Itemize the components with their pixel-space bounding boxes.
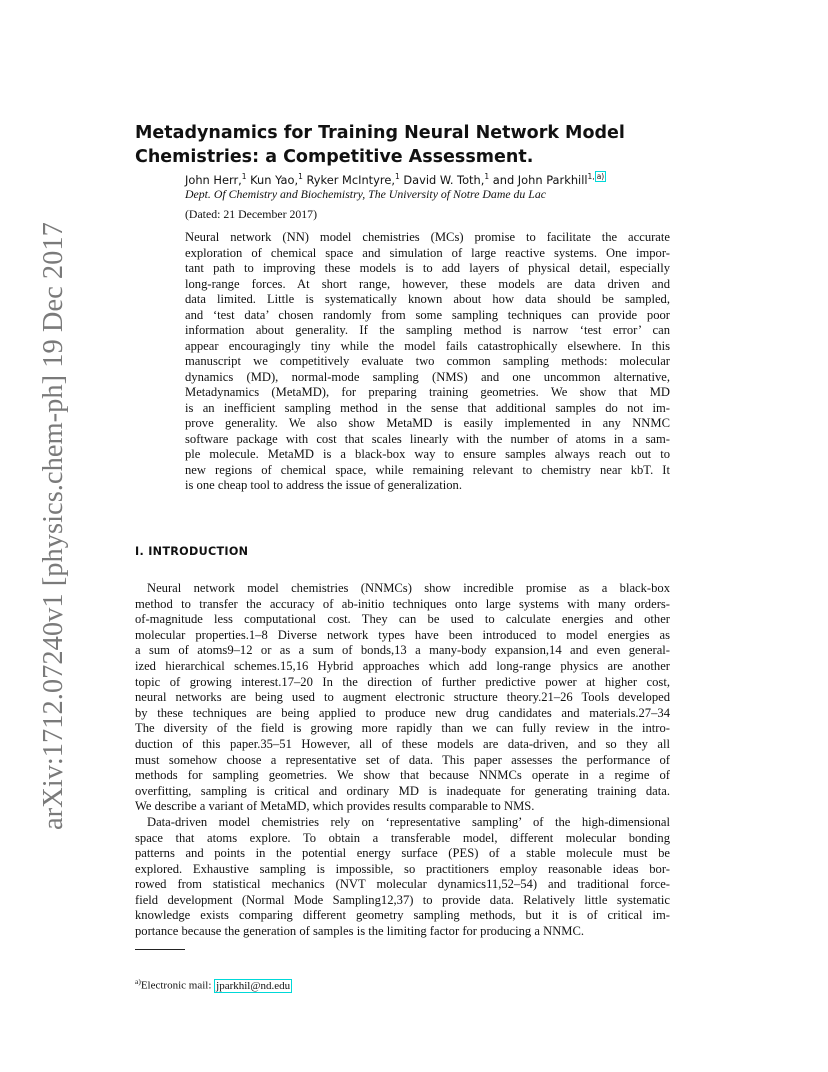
body-text-line: a sum of atoms9–12 or as a sum of bonds,13 a many-body expansion,14 and even general- [135,643,670,658]
body-text-line: method to transfer the accuracy of ab-initio techniques onto large systems with many orders- [135,596,670,611]
abstract [185,230,670,494]
body-text-line: by these techniques are being applied to produce new drug candidates and materials.27–34 [135,705,670,720]
affiliation-mark: 1 [394,172,400,181]
abstract-line: is one cheap tool to address the issue of generalization. [185,478,462,492]
body-text-line: Neural network model chemistries (NNMCs) show incredible promise as a black-box [147,581,670,595]
abstract-line: dynamics (MD), normal-mode sampling (NMS) and one uncommon alternative, [185,369,670,384]
body-text-line: portance because the generation of samples is the limiting factor for producing a NNMC. [135,924,585,939]
affiliation-mark: 1 [241,172,247,181]
author-4: David W. Toth, [399,172,485,187]
paper-title [135,121,695,169]
abstract-line: exploration of chemical space and simulation of large reactive systems. One impor- [185,245,670,260]
title-line-1: Metadynamics for Training Neural Network Model [135,123,625,143]
author-1: John Herr, [185,172,242,187]
author-5: and John Parkhill [489,172,588,187]
footnote-mark: a) [135,977,141,986]
abstract-line: is an inefficient sampling method in the sense that additional samples do not im- [185,400,670,415]
body-text-line: Data-driven model chemistries rely on ‘representative sampling’ of the high-dimensional [147,814,670,829]
body-text-line: space that atoms explore. To obtain a transferable model, different molecular bonding [135,830,670,845]
body-text-line: patterns and points in the potential energy surface (PES) of a stable molecule must be [135,846,670,861]
body-text-line: overfitting, sampling is critical and ordinary MD is inadequate for generating training data. [135,783,670,798]
affiliation: Dept. Of Chemistry and Biochemistry, The University of Notre Dame du Lac [185,187,546,201]
body-text-line: must somehow choose a representative set of data. This paper assesses the performance of [135,752,670,767]
date-line: (Dated: 21 December 2017) [185,207,318,221]
body-text-line: rowed from statistical mechanics (NVT molecular dynamics11,52–54) and traditional force- [135,877,670,892]
body-text-line: explored. Exhaustive sampling is impossible, so practitioners employ reasonable ideas bor- [135,861,670,876]
footnote [135,974,292,994]
body-text-line: molecular properties.1–8 Diverse network types have been introduced to model energies as [135,627,670,642]
body-text-line: field development (Normal Mode Sampling12,37) to provide data. Relatively little systematic [135,892,670,907]
footnote-link[interactable]: a) [596,172,605,181]
author-3: Ryker McIntyre, [302,172,395,187]
abstract-line: tant path to improving these models is to add layers of physical detail, especially [185,261,670,275]
body-text-line: ized hierarchical schemes.15,16 Hybrid approaches which add long-range physics are another [135,658,670,673]
abstract-line: software package with cost that scales linearly with the number of atoms in a sam- [185,431,670,446]
footnote-divider [135,949,185,950]
abstract-line: data limited. Little is systematically known about how data should be sampled, [185,292,670,306]
corresponding-mark: 1, [587,172,595,181]
abstract-line: information about generality. If the sampling method is narrow ‘test error’ can [185,323,670,337]
arxiv-identifier-stamp: arXiv:1712.07240v1 [physics.chem-ph] 19 Dec 2017 [38,222,69,830]
abstract-line: Neural network (NN) model chemistries (MCs) promise to facilitate the accurate [185,230,670,244]
body-text-line: The diversity of the field is growing more rapidly than we can fully review in the intro- [135,721,670,736]
body-text-line: We describe a variant of MetaMD, which provides results comparable to NMS. [135,799,535,814]
footnote-label: Electronic mail: [140,979,215,992]
abstract-line: manuscript we competitively evaluate two common sampling methods: molecular [185,354,670,368]
email-link[interactable]: jparkhil@nd.edu [216,979,291,992]
abstract-line: appear encouragingly tiny while the model fails catastrophically elsewhere. In this [185,338,670,353]
body-text-line: knowledge exists comparing different geometry sampling methods, but it is of critical im- [135,908,670,923]
affiliation-mark: 1 [484,172,490,181]
abstract-line: new regions of chemical space, while remaining relevant to chemistry near kbT. It [185,462,670,477]
abstract-line: ple molecule. MetaMD is a black-box way to ensure samples always reach out to [185,447,670,461]
section-heading-introduction: I. INTRODUCTION [135,545,249,558]
abstract-line: prove generality. We also show MetaMD is easily implemented in any NNMC [185,416,670,430]
author-list [185,169,705,188]
abstract-line: long-range forces. At short range, however, these models are data driven and [185,276,670,291]
abstract-line: and ‘test data’ chosen randomly from some sampling techniques can provide poor [185,307,670,322]
body-text-line: methods for sampling geometries. We show that because NNMCs operate in a regime of [135,768,670,783]
introduction-body [135,581,670,940]
body-text-line: neural networks are being used to augment electronic structure theory.21–26 Tools developed [135,690,670,705]
body-text-line: topic of growing interest.17–20 In the direction of further predictive power at higher cost, [135,674,670,689]
author-2: Kun Yao, [246,172,299,187]
abstract-line: Metadynamics (MetaMD), for preparing training geometries. We show that MD [185,385,670,399]
affiliation-mark: 1 [298,172,303,181]
body-text-line: duction of this paper.35–51 However, all of these models are data-driven, and so they all [135,736,670,751]
body-text-line: of-magnitude less computational cost. They can be used to calculate energies and other [135,612,670,627]
title-line-2: Chemistries: a Competitive Assessment. [135,147,534,167]
